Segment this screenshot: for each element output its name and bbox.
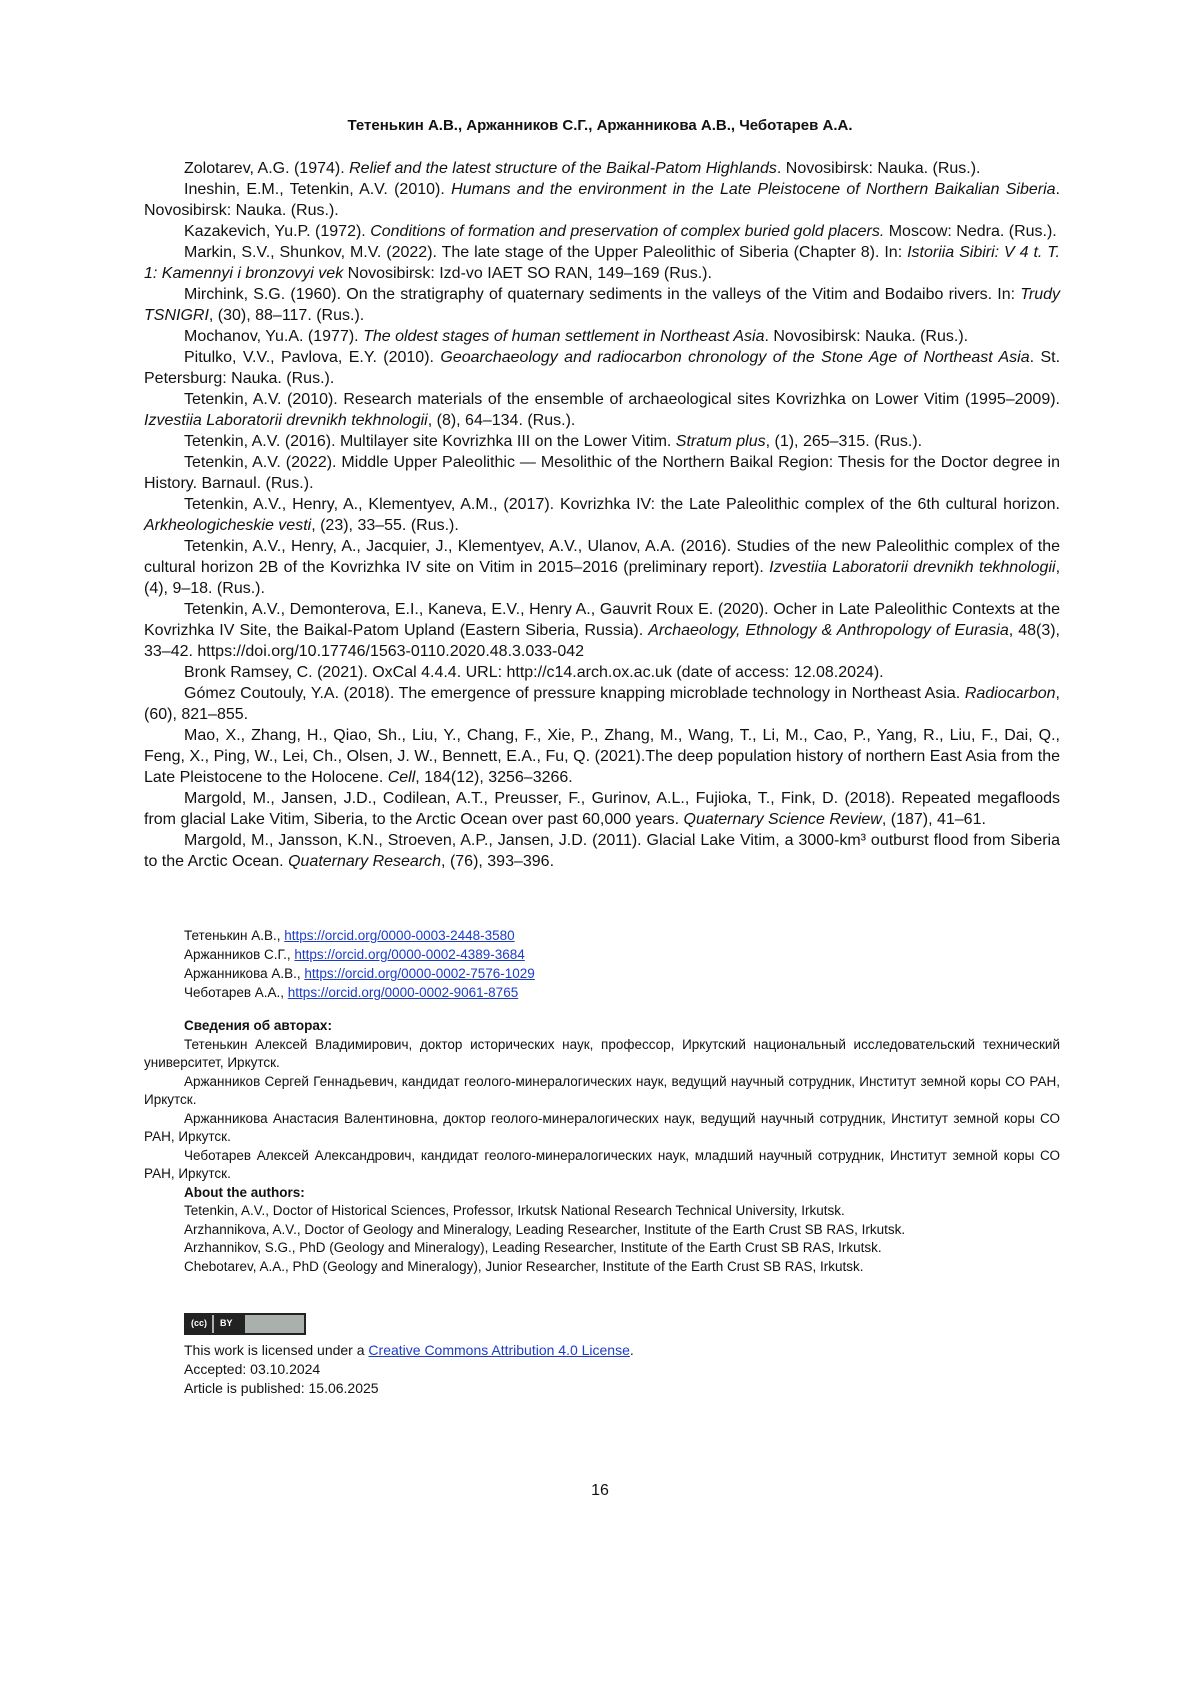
orcid-author-name: Тетенькин А.В.,: [184, 928, 285, 943]
author-info-en: Chebotarev, A.A., PhD (Geology and Mineralogy), Junior Researcher, Institute of the Earth Crust SB RAS, Irkutsk.: [184, 1258, 864, 1274]
reference-entry: [144, 179, 1060, 221]
reference-text: Gómez Coutouly, Y.A. (2018). The emergence of pressure knapping microblade technology in Northeast Asia.: [184, 685, 965, 702]
license-block: [184, 1312, 634, 1398]
references-list: [144, 158, 1060, 872]
reference-title: Humans and the environment in the Late Pleistocene of Northern Baikalian Siberia: [451, 181, 1056, 198]
reference-entry: [144, 830, 1060, 872]
license-prefix: This work is licensed under a: [184, 1341, 369, 1358]
by-badge-label: BY: [214, 1315, 245, 1333]
reference-tail: , (187), 41–61.: [881, 811, 986, 828]
reference-tail: , (30), 88–117. (Rus.).: [208, 307, 365, 324]
reference-entry: [144, 389, 1060, 431]
reference-title: Geoarchaeology and radiocarbon chronology of the Stone Age of Northeast Asia: [440, 349, 1030, 366]
license-link[interactable]: Creative Commons Attribution 4.0 License: [368, 1341, 630, 1358]
authors-ru-heading: Сведения об авторах:: [184, 1018, 332, 1033]
reference-text: Margold, M., Jansson, K.N., Stroeven, A.P., Jansen, J.D. (2011). Glacial Lake Vitim, a 3000-km³ outburst flood from Siberia to the Arctic Ocean.: [144, 832, 1060, 870]
reference-title: Radiocarbon: [964, 685, 1056, 702]
reference-title: Quaternary Science Review: [683, 811, 882, 828]
running-head: Тетенькин А.В., Аржанников С.Г., Аржанникова А.В., Чеботарев А.А.: [347, 117, 853, 134]
reference-entry: [144, 431, 1060, 452]
license-line: [184, 1341, 634, 1360]
reference-title: Conditions of formation and preservation of complex buried gold placers.: [370, 223, 885, 240]
reference-text: Mirchink, S.G. (1960). On the stratigraphy of quaternary sediments in the valleys of the Vitim and Bodaibo rivers. In:: [184, 286, 1021, 303]
reference-text: Tetenkin, A.V. (2022). Middle Upper Paleolithic — Mesolithic of the Northern Baikal Region: Thesis for the Doctor degree in History. Barnaul. (Rus.).: [144, 454, 1060, 492]
accepted-date: Accepted: 03.10.2024: [184, 1360, 321, 1377]
reference-entry: [144, 242, 1060, 284]
orcid-row: [184, 945, 535, 964]
license-suffix: .: [629, 1341, 634, 1358]
reference-text: Tetenkin, A.V., Henry, A., Jacquier, J., Klementyev, A.V., Ulanov, A.A. (2016). Studies of the new Paleolithic complex of the cultural horizon 2B of the Kovrizhka IV site on Vitim in 2015–2016 (preliminary report).: [144, 538, 1060, 576]
authors-en-list: [144, 1202, 1060, 1276]
orcid-author-name: Аржанникова А.В.,: [184, 966, 305, 981]
reference-title: Archaeology, Ethnology & Anthropology of Eurasia: [648, 622, 1009, 639]
reference-entry: [144, 536, 1060, 599]
cc-badge-label: (cc): [186, 1315, 214, 1333]
reference-tail: , 184(12), 3256–3266.: [415, 769, 573, 786]
reference-tail: , (60), 821–855.: [144, 685, 1060, 723]
orcid-author-name: Чеботарев А.А.,: [184, 985, 288, 1000]
reference-entry: [144, 326, 1060, 347]
reference-entry: [144, 284, 1060, 326]
published-date: Article is published: 15.06.2025: [184, 1379, 379, 1396]
reference-text: Kazakevich, Yu.P. (1972).: [184, 223, 371, 240]
reference-tail: . Novosibirsk: Nauka. (Rus.).: [776, 160, 981, 177]
reference-title: The oldest stages of human settlement in Northeast Asia: [363, 328, 765, 345]
reference-text: Markin, S.V., Shunkov, M.V. (2022). The late stage of the Upper Paleolithic of Siberia (Chapter 8). In:: [184, 244, 908, 261]
cc-by-badge-icon[interactable]: [184, 1313, 306, 1335]
reference-entry: [144, 599, 1060, 662]
reference-text: Bronk Ramsey, C. (2021). OxCal 4.4.4. URL: http://c14.arch.ox.ac.uk (date of access: 12.08.2024).: [184, 664, 884, 681]
orcid-list: [184, 926, 535, 1002]
orcid-link[interactable]: https://orcid.org/0000-0002-9061-8765: [287, 985, 519, 1000]
authors-en-heading: About the authors:: [184, 1184, 305, 1200]
orcid-row: [184, 964, 535, 983]
author-info-en: Arzhannikova, A.V., Doctor of Geology and Mineralogy, Leading Researcher, Institute of the Earth Crust SB RAS, Irkutsk.: [184, 1221, 906, 1237]
reference-title: Istoriia Sibiri: V 4 t. T. 1: Kamennyi i bronzovyi vek: [144, 244, 1061, 282]
reference-title: Izvestiia Laboratorii drevnikh tekhnologii: [769, 559, 1056, 576]
orcid-link[interactable]: https://orcid.org/0000-0003-2448-3580: [284, 928, 515, 943]
authors-ru-list: [144, 1036, 1060, 1184]
reference-tail: , 48(3), 33–42. https://doi.org/10.17746/1563-0110.2020.48.3.033-042: [144, 622, 1060, 660]
reference-title: Quaternary Research: [288, 853, 442, 870]
reference-tail: . Novosibirsk: Nauka. (Rus.).: [764, 328, 969, 345]
orcid-author-name: Аржанников С.Г.,: [184, 947, 295, 962]
reference-tail: , (1), 265–315. (Rus.).: [765, 433, 923, 450]
reference-title: Arkheologicheskie vesti: [144, 517, 312, 534]
reference-title: Izvestiia Laboratorii drevnikh tekhnologii: [144, 412, 428, 429]
reference-tail: . Novosibirsk: Nauka. (Rus.).: [144, 181, 1060, 219]
author-info-en: Tetenkin, A.V., Doctor of Historical Sciences, Professor, Irkutsk National Research Technical University, Irkutsk.: [184, 1203, 845, 1218]
reference-entry: [144, 788, 1060, 830]
reference-tail: Novosibirsk: Izd-vo IAET SO RAN, 149–169 (Rus.).: [343, 265, 712, 282]
author-info-ru: Тетенькин Алексей Владимирович, доктор исторических наук, профессор, Иркутский национальный исследовательский технический университет, Иркутск.: [144, 1036, 1060, 1070]
reference-entry: [144, 725, 1060, 788]
reference-text: Zolotarev, A.G. (1974).: [184, 160, 350, 177]
reference-entry: [144, 158, 1060, 179]
reference-tail: , (23), 33–55. (Rus.).: [311, 517, 459, 534]
reference-tail: , (4), 9–18. (Rus.).: [144, 559, 1061, 597]
orcid-link[interactable]: https://orcid.org/0000-0002-4389-3684: [294, 947, 525, 962]
reference-text: Tetenkin, A.V., Henry, A., Klementyev, A.M., (2017). Kovrizhka IV: the Late Paleolithic complex of the 6th cultural horizon.: [184, 496, 1060, 513]
reference-title: Relief and the latest structure of the Baikal-Patom Highlands: [349, 160, 777, 177]
author-info-ru: Чеботарев Алексей Александрович, кандидат геолого-минералогических наук, младший научный сотрудник, Институт земной коры СО РАН, Иркутск.: [144, 1147, 1060, 1181]
orcid-row: [184, 983, 535, 1002]
author-info-ru: Аржанников Сергей Геннадьевич, кандидат геолого-минералогических наук, ведущий научный сотрудник, Институт земной коры СО РАН, Иркутск.: [144, 1073, 1060, 1107]
reference-entry: [144, 221, 1060, 242]
page-number: 16: [591, 1482, 609, 1499]
orcid-link[interactable]: https://orcid.org/0000-0002-7576-1029: [304, 966, 535, 981]
author-info-ru: Аржанникова Анастасия Валентиновна, доктор геолого-минералогических наук, ведущий научный сотрудник, Институт земной коры СО РАН, Иркутск.: [144, 1110, 1060, 1144]
reference-text: Ineshin, E.M., Tetenkin, A.V. (2010).: [184, 181, 452, 198]
reference-entry: [144, 662, 1060, 683]
reference-title: Trudy TSNIGRI: [144, 286, 1060, 324]
reference-text: Tetenkin, A.V. (2010). Research materials of the ensemble of archaeological sites Kovrizhka on Lower Vitim (1995–2009).: [184, 391, 1060, 408]
reference-text: Mao, X., Zhang, H., Qiao, Sh., Liu, Y., Chang, F., Xie, P., Zhang, M., Wang, T., Li, M., Cao, P., Yang, R., Liu, F., Dai, Q., Feng, X., Ping, W., Lei, Ch., Olsen, J. W., Bennett, E.A., Fu, Q. (2021).The deep population history of northern East Asia from the Late Pleistocene to the Holocene.: [144, 727, 1060, 786]
reference-text: Mochanov, Yu.A. (1977).: [184, 328, 364, 345]
reference-tail: , (76), 393–396.: [441, 853, 555, 870]
reference-text: Tetenkin, A.V. (2016). Multilayer site Kovrizhka III on the Lower Vitim.: [184, 433, 676, 450]
reference-entry: [144, 494, 1060, 536]
reference-tail: Moscow: Nedra. (Rus.).: [884, 223, 1057, 240]
reference-entry: [144, 452, 1060, 494]
reference-title: Stratum plus: [675, 433, 766, 450]
author-info-en: Arzhannikov, S.G., PhD (Geology and Mineralogy), Leading Researcher, Institute of the Earth Crust SB RAS, Irkutsk.: [184, 1240, 882, 1255]
orcid-row: [184, 926, 535, 945]
reference-text: Tetenkin, A.V., Demonterova, E.I., Kaneva, E.V., Henry A., Gauvrit Roux E. (2020). Ocher in Late Paleolithic Contexts at the Kovrizhka IV Site, the Baikal-Patom Upland (Eastern Siberia, Russia).: [144, 601, 1060, 639]
reference-entry: [144, 683, 1060, 725]
reference-tail: . St. Petersburg: Nauka. (Rus.).: [144, 349, 1061, 387]
reference-entry: [144, 347, 1060, 389]
author-info: [144, 1017, 1060, 1276]
reference-title: Cell: [387, 769, 416, 786]
reference-text: Pitulko, V.V., Pavlova, E.Y. (2010).: [184, 349, 441, 366]
reference-text: Margold, M., Jansen, J.D., Codilean, A.T., Preusser, F., Gurinov, A.L., Fujioka, T., Fink, D. (2018). Repeated megafloods from glacial Lake Vitim, Siberia, to the Arctic Ocean over past 60,000 years.: [144, 790, 1060, 828]
reference-tail: , (8), 64–134. (Rus.).: [427, 412, 576, 429]
